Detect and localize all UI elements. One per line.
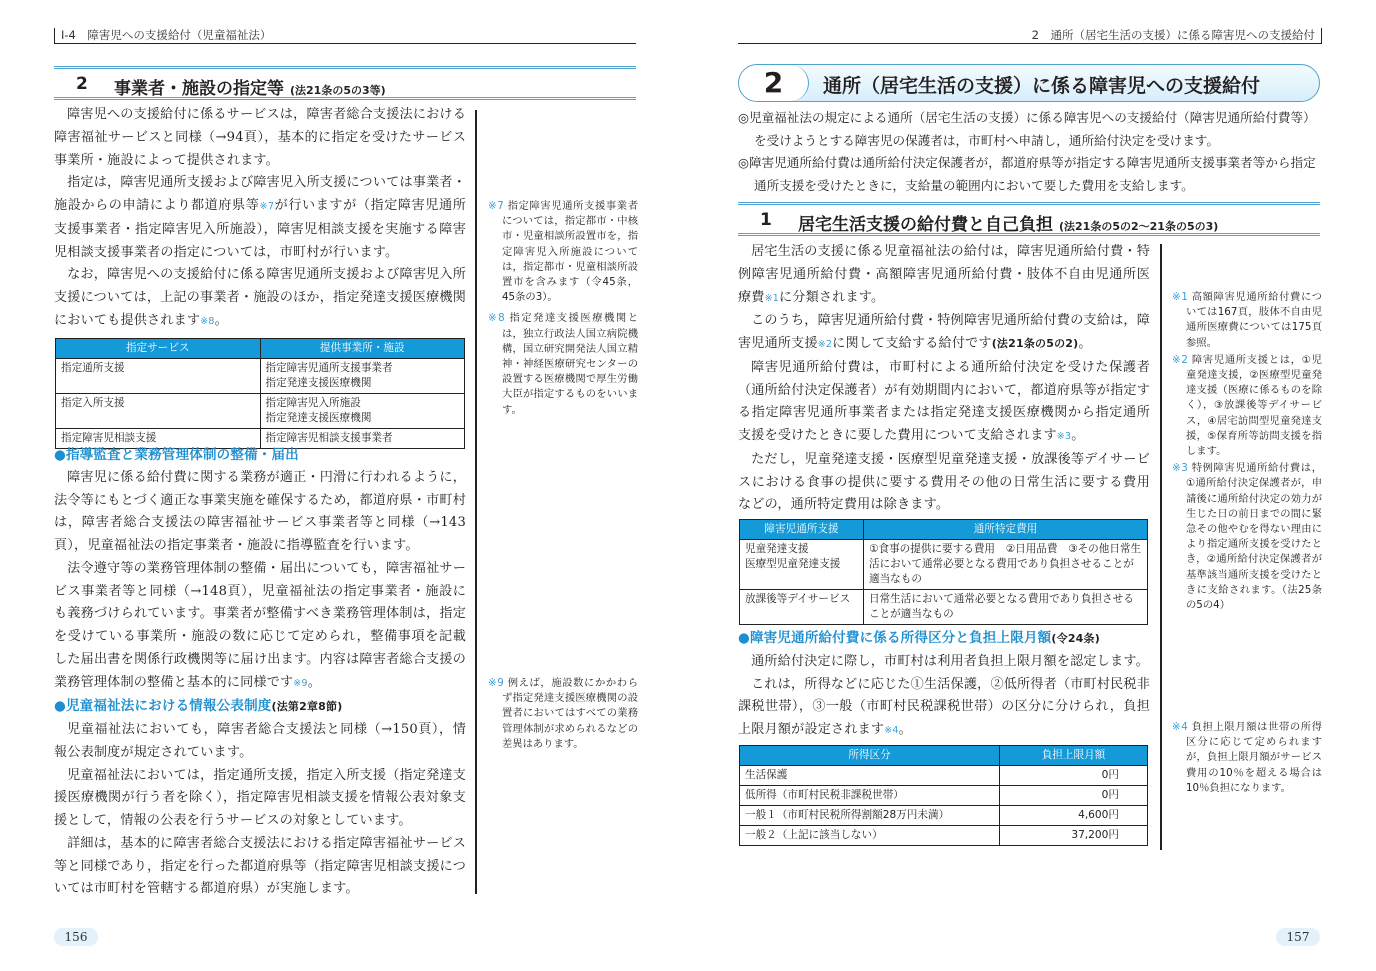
- footnote-3: [1172, 461, 1322, 613]
- paragraph: [738, 357, 1150, 449]
- right-body-top: [738, 241, 1150, 517]
- footnote-text: 例えば，施設数にかかわらず指定発達支援医療機関の設置者においてはすべての業務管理体制が求められるなどの差異はあります。: [502, 677, 638, 750]
- right-body-bottom: [738, 627, 1150, 743]
- table-row: [56, 394, 465, 429]
- paragraph: 障害児への支援給付に係るサービスは，障害者総合支援法における障害福祉サービスと同様（→94頁），基本的に指定を受けたサービス事業所・施設によって提供されます。: [54, 107, 466, 168]
- paragraph-text: 指定は，障害児通所支援および障害児入所支援については事業者・施設からの申請により都道府県等: [54, 175, 466, 213]
- footnote-1: [1172, 290, 1322, 351]
- table-cell: 生活保護: [740, 766, 1000, 786]
- paragraph-text: このうち，障害児通所給付費・特例障害児通所給付費の支給は，障害児通所支援: [738, 313, 1150, 351]
- page-number-right: 157: [1276, 928, 1320, 946]
- table-cell: 一般１（市町村民税所得割額28万円未満）: [740, 806, 1000, 826]
- footnote-ref-7[interactable]: ※7: [259, 201, 275, 212]
- footnote-9: [488, 676, 638, 752]
- paragraph-text: 法令遵守等の業務管理体制の整備・届出についても，障害福祉サービス事業者等と同様（→148頁），児童福祉法の指定事業者・施設にも義務づけられています。事業者が整備すべき業務管理体制は，指定を受けている事業所・施設の数に応じて定められ，整備事項を記載した届出書を関係行政機関等に届け出ます。内容は障害者総合支援の業務管理体制の整備と基本的に同様です: [54, 560, 466, 690]
- chapter-banner: [738, 64, 1320, 102]
- paragraph-text: に関して支給する給付です: [832, 336, 992, 351]
- section-heading-text: 居宅生活支援の給付費と自己負担: [798, 215, 1053, 235]
- paragraph-text: なお，障害児への支援給付に係る障害児通所支援および障害児入所支援については，上記の事業者・施設のほか，指定発達支援医療機関においても提供されます: [54, 267, 466, 328]
- chapter-number: 2: [739, 65, 809, 101]
- running-header-left: Ⅰ-4 障害児への支援給付（児童福祉法）: [54, 28, 636, 44]
- table-header: 障害児通所支援: [740, 520, 864, 540]
- paragraph-text: 居宅生活の支援に係る児童福祉法の給付は，障害児通所給付費・特例障害児通所給付費・高額障害児通所給付費・肢体不自由児通所医療費: [738, 244, 1150, 305]
- table-header-row: [740, 520, 1148, 540]
- cell-line: 児童発達支援: [745, 543, 809, 555]
- table-cell-amount: 37,200円: [1000, 826, 1148, 846]
- footnote-4: [1172, 720, 1322, 796]
- table-cell: 指定障害児相談支援: [56, 429, 261, 449]
- footnote-ref-3[interactable]: ※3: [1056, 431, 1072, 442]
- footnote-8: [488, 311, 638, 417]
- footnote-ref-1[interactable]: ※1: [764, 292, 779, 304]
- footnote-mark: ※4: [1172, 721, 1188, 733]
- footnote-ref-4[interactable]: ※4: [884, 725, 899, 736]
- table-cell: [260, 394, 465, 429]
- paragraph-text: 。: [898, 722, 912, 737]
- table-header: 提供事業所・施設: [260, 339, 465, 359]
- table-cell: 指定障害児相談支援事業者: [260, 429, 465, 449]
- law-ref: (法21条の5の2): [991, 337, 1079, 350]
- table-row: [740, 766, 1148, 786]
- paragraph: 児童福祉法においては，指定通所支援，指定入所支援（指定発達支援医療機関が行う者を除く），指定障害児相談支援を情報公表対象支援として，情報の公表を行うサービスの対象としています。: [54, 767, 466, 828]
- subheading-income: [738, 627, 1150, 651]
- table-cell: 一般２（上記に該当しない）: [740, 826, 1000, 846]
- table-cell-amount: 4,600円: [1000, 806, 1148, 826]
- footnote-text: 特例障害児通所給付費は，①通所給付決定保護者が，申請後に通所給付決定の効力が生じた日の前日までの間に緊急その他やむを得ない理由により指定通所支援を受けたとき，②通所給付決定保護者が基準該当通所支援を受けたときに支給されます。（法25条の5の4）: [1186, 462, 1322, 612]
- side-notes-left-top: [488, 199, 638, 422]
- section-heading: [798, 210, 1218, 235]
- chapter-intro: [738, 107, 1328, 197]
- table-header-row: [740, 746, 1148, 766]
- paragraph: [54, 558, 466, 696]
- paragraph-text: 。: [1078, 336, 1092, 351]
- paragraph-text: 障害児通所給付費は，市町村による通所給付決定を受けた保護者（通所給付決定保護者）が有効期間内において，都道府県等が指定する指定障害児通所事業者または指定発達支援医療機関から指定通所支援を受けたときに要した費用について支給されます: [738, 359, 1150, 443]
- table-cell: 低所得（市町村民税非課税世帯）: [740, 786, 1000, 806]
- table-header: 指定サービス: [56, 339, 261, 359]
- table-header: 負担上限月額: [1000, 746, 1148, 766]
- table-cell: ①食事の提供に要する費用 ②日用品費 ③その他日常生活において通常必要となる費用であり負担させることが適当なもの: [864, 540, 1148, 590]
- section-heading: [114, 74, 386, 99]
- table-cell-amount: 0円: [1000, 786, 1148, 806]
- side-notes-right-top: [1172, 290, 1322, 617]
- paragraph: 児童福祉法においても，障害者総合支援法と同様（→150頁），情報公表制度が規定されています。: [54, 722, 466, 760]
- chapter-title: 通所（居宅生活の支援）に係る障害児への支援給付: [823, 75, 1261, 97]
- page-number-left: 156: [54, 928, 98, 946]
- cell-line: 指定発達支援医療機関: [265, 377, 372, 389]
- table-row: [740, 540, 1148, 590]
- subheading-text: ●障害児通所給付費に係る所得区分と負担上限月額: [738, 630, 1052, 646]
- left-body-bottom: [54, 444, 466, 901]
- paragraph: [738, 310, 1150, 357]
- table-header-row: [56, 339, 465, 359]
- subheading-disclosure: [54, 695, 466, 719]
- table-cell: 指定入所支援: [56, 394, 261, 429]
- footnote-text: 指定発達支援医療機関とは，独立行政法人国立病院機構，国立研究開発法人国立精神・神経医療研究センターの設置する医療機関で厚生労働大臣が指定するものをいいます。: [502, 312, 638, 416]
- table-cell: [260, 359, 465, 394]
- table-row: [740, 590, 1148, 625]
- paragraph-text: 。: [307, 674, 321, 690]
- paragraph-text: に分類されます。: [779, 289, 885, 305]
- paragraph-text: これは，所得などに応じた①生活保護，②低所得者（市町村民税非課税世帯），③一般（市町村民税課税世帯）の区分に分けられ，負担上限月額が設定されます: [738, 676, 1150, 737]
- table-cell: [740, 540, 864, 590]
- subheading-ref: (法第2章8節): [271, 700, 343, 714]
- paragraph: [54, 264, 466, 333]
- side-notes-right-bottom: [1172, 720, 1322, 800]
- paragraph: [738, 674, 1150, 743]
- footnote-text: 負担上限月額は世帯の所得区分に応じて定められますが，負担上限月額がサービス費用の10％を超える場合は10％負担になります。: [1186, 721, 1322, 794]
- footnote-text: 指定障害児通所支援事業者については，指定都市・中核市・児童相談所設置市を，指定障害児入所施設については，指定都市・児童相談所設置市を含みます（令45条，45条の3）。: [502, 200, 638, 304]
- table-row: [740, 806, 1148, 826]
- footnote-ref-9[interactable]: ※9: [293, 677, 308, 689]
- table-cell: 指定通所支援: [56, 359, 261, 394]
- table-row: [56, 359, 465, 394]
- table-cell: 放課後等デイサービス: [740, 590, 864, 625]
- table-row: [740, 786, 1148, 806]
- table-header: 所得区分: [740, 746, 1000, 766]
- cell-line: 指定障害児入所施設: [265, 397, 361, 409]
- footnote-text: 障害児通所支援とは，①児童発達支援，②医療型児童発達支援（医療に係るものを除く），③放課後等デイサービス，④居宅訪問型児童発達支援，⑤保育所等訪問支援を指します。: [1186, 353, 1322, 458]
- footnote-mark: ※9: [488, 677, 504, 689]
- subheading-audit: ●指導監査と業務管理体制の整備・届出: [54, 447, 299, 463]
- footnote-mark: ※1: [1172, 291, 1188, 303]
- section-number: 1: [760, 210, 772, 230]
- paragraph-text: が行いますが（指定障害児通所支援事業者・指定障害児入所施設），障害児相談支援を実施する障害児相談支援事業者の指定については，市町村が行います。: [54, 198, 466, 260]
- footnote-text: 高額障害児通所給付費については167頁，肢体不自由児通所医療費については175頁参照。: [1186, 291, 1322, 349]
- cell-line: 指定障害児通所支援事業者: [265, 362, 393, 374]
- paragraph: [54, 172, 466, 264]
- paragraph: ただし，児童発達支援・医療型児童発達支援・放課後等デイサービスにおける食事の提供に要する費用その他の日常生活に要する費用などの，通所特定費用は除きます。: [738, 451, 1150, 513]
- section-title-left: [54, 66, 636, 100]
- designated-services-table: [55, 338, 465, 449]
- income-limit-table: [739, 745, 1148, 846]
- subheading-text: ●児童福祉法における情報公表制度: [54, 698, 272, 715]
- table-cell-amount: 0円: [1000, 766, 1148, 786]
- footnote-mark: ※8: [488, 312, 505, 325]
- paragraph-text: 。: [214, 312, 228, 328]
- section-number: 2: [76, 74, 88, 94]
- footnote-7: [488, 199, 638, 305]
- section-ref: (法21条の5の3等): [290, 84, 386, 97]
- section-heading-text: 事業者・施設の指定等: [114, 79, 284, 99]
- paragraph-text: 。: [1071, 428, 1085, 443]
- paragraph: [738, 241, 1150, 310]
- special-expenses-table: [739, 519, 1148, 625]
- footnote-ref-2[interactable]: ※2: [817, 339, 833, 350]
- running-header-right: 2 通所（居宅生活の支援）に係る障害児への支援給付: [738, 28, 1322, 44]
- footnote-2: [1172, 353, 1322, 459]
- left-body-top: [54, 104, 466, 334]
- intro-point: ◎児童福祉法の規定による通所（居宅生活の支援）に係る障害児への支援給付（障害児通所給付費等）を受けようとする障害児の保護者は，市町村へ申請し，通所給付決定を受けます。: [738, 110, 1316, 148]
- table-header: 通所特定費用: [864, 520, 1148, 540]
- table-cell: 日常生活において通常必要となる費用であり負担させることが適当なもの: [864, 590, 1148, 625]
- cell-line: 指定発達支援医療機関: [265, 412, 372, 424]
- subheading-ref: (令24条): [1051, 632, 1100, 645]
- paragraph: 詳細は，基本的に障害者総合支援法における指定障害福祉サービス等と同様であり，指定を行った都道府県等（指定障害児相談支援については市町村を管轄する都道府県）が実施します。: [54, 835, 466, 897]
- footnote-ref-8[interactable]: ※8: [200, 315, 215, 327]
- footnote-mark: ※7: [488, 200, 504, 212]
- section-ref: (法21条の5の2～21条の5の3): [1059, 220, 1219, 233]
- paragraph: 通所給付決定に際し，市町村は利用者負担上限月額を認定します。: [751, 653, 1149, 669]
- section-title-right: [738, 202, 1320, 236]
- side-notes-left-bottom: [488, 676, 638, 756]
- table-row: [740, 826, 1148, 846]
- intro-point: ◎障害児通所給付費は通所給付決定保護者が，都道府県等が指定する障害児通所支援事業者等から指定通所支援を受けたときに，支給量の範囲内において要した費用を支給します。: [738, 155, 1316, 193]
- footnote-mark: ※2: [1172, 353, 1188, 366]
- paragraph: 障害児に係る給付費に関する業務が適正・円滑に行われるように，法令等にもとづく適正な事業実施を確保するため，都道府県・市町村は，障害者総合支援法の障害福祉サービス事業者等と同様（→143頁），児童福祉法の指定事業者・施設に指導監査を行います。: [54, 469, 466, 553]
- cell-line: 医療型児童発達支援: [745, 558, 841, 570]
- footnote-mark: ※3: [1172, 462, 1188, 475]
- column-divider-left: [475, 110, 477, 894]
- column-divider-right: [1160, 244, 1162, 850]
